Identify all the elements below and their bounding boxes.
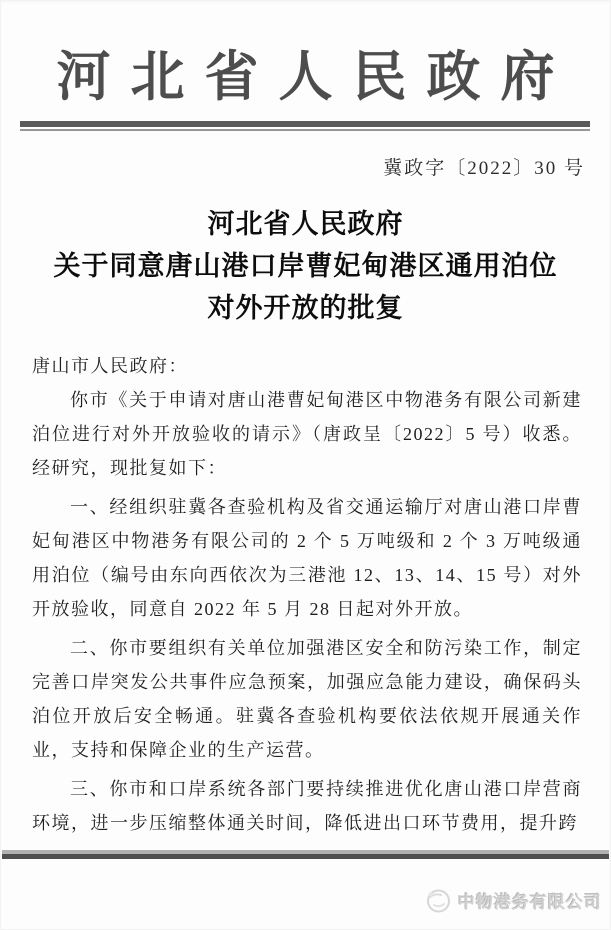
company-watermark-text: 中物港务有限公司 — [458, 893, 602, 912]
letterhead-double-rule — [20, 121, 590, 131]
title-line-1: 河北省人民政府 — [207, 209, 404, 239]
body-paragraph-item-2: 二、你市要组织有关单位加强港区安全和防污染工作，制定完善口岸突发公共事件应急预案，加强应急能力建设，确保码头泊位开放后安全畅通。驻冀各查验机构要依法依规开展通关作业，支持和保障企业的生产运营。 — [32, 638, 582, 760]
rule-thin-line — [20, 129, 590, 131]
body-paragraph-item-3: 三、你市和口岸系统各部门要持续推进优化唐山港口岸营商环境，进一步压缩整体通关时间，降低进出口环节费用，提升跨 — [32, 779, 582, 833]
page-bottom-rule — [2, 850, 609, 859]
document-number: 冀政字〔2022〕30 号 — [383, 158, 585, 179]
document-title — [0, 203, 611, 329]
body-paragraph-item-1: 一、经组织驻冀各查验机构及省交通运输厅对唐山港口岸曹妃甸港区中物港务有限公司的 2 个 5 万吨级和 2 个 3 万吨级通用泊位（编号由东向西依次为三港池 12、13、14、15 号）对外开放验收，同意自 2022 年 5 月 28 日起对外开放。 — [32, 497, 582, 619]
letterhead-org-name: 河北省人民政府 — [56, 47, 575, 107]
title-line-3: 对外开放的批复 — [207, 293, 404, 323]
body-paragraph-intro: 你市《关于申请对唐山港曹妃甸港区中物港务有限公司新建泊位进行对外开放验收的请示》（唐政呈〔2022〕5 号）收悉。经研究，现批复如下： — [32, 390, 582, 478]
rule-dark-band — [2, 854, 609, 859]
rule-thick-line — [20, 121, 590, 127]
company-watermark — [425, 887, 602, 914]
salutation: 唐山市人民政府： — [32, 356, 188, 376]
title-line-2: 关于同意唐山港口岸曹妃甸港区通用泊位 — [53, 251, 558, 281]
document-body — [32, 349, 582, 840]
company-logo-icon — [425, 887, 452, 914]
